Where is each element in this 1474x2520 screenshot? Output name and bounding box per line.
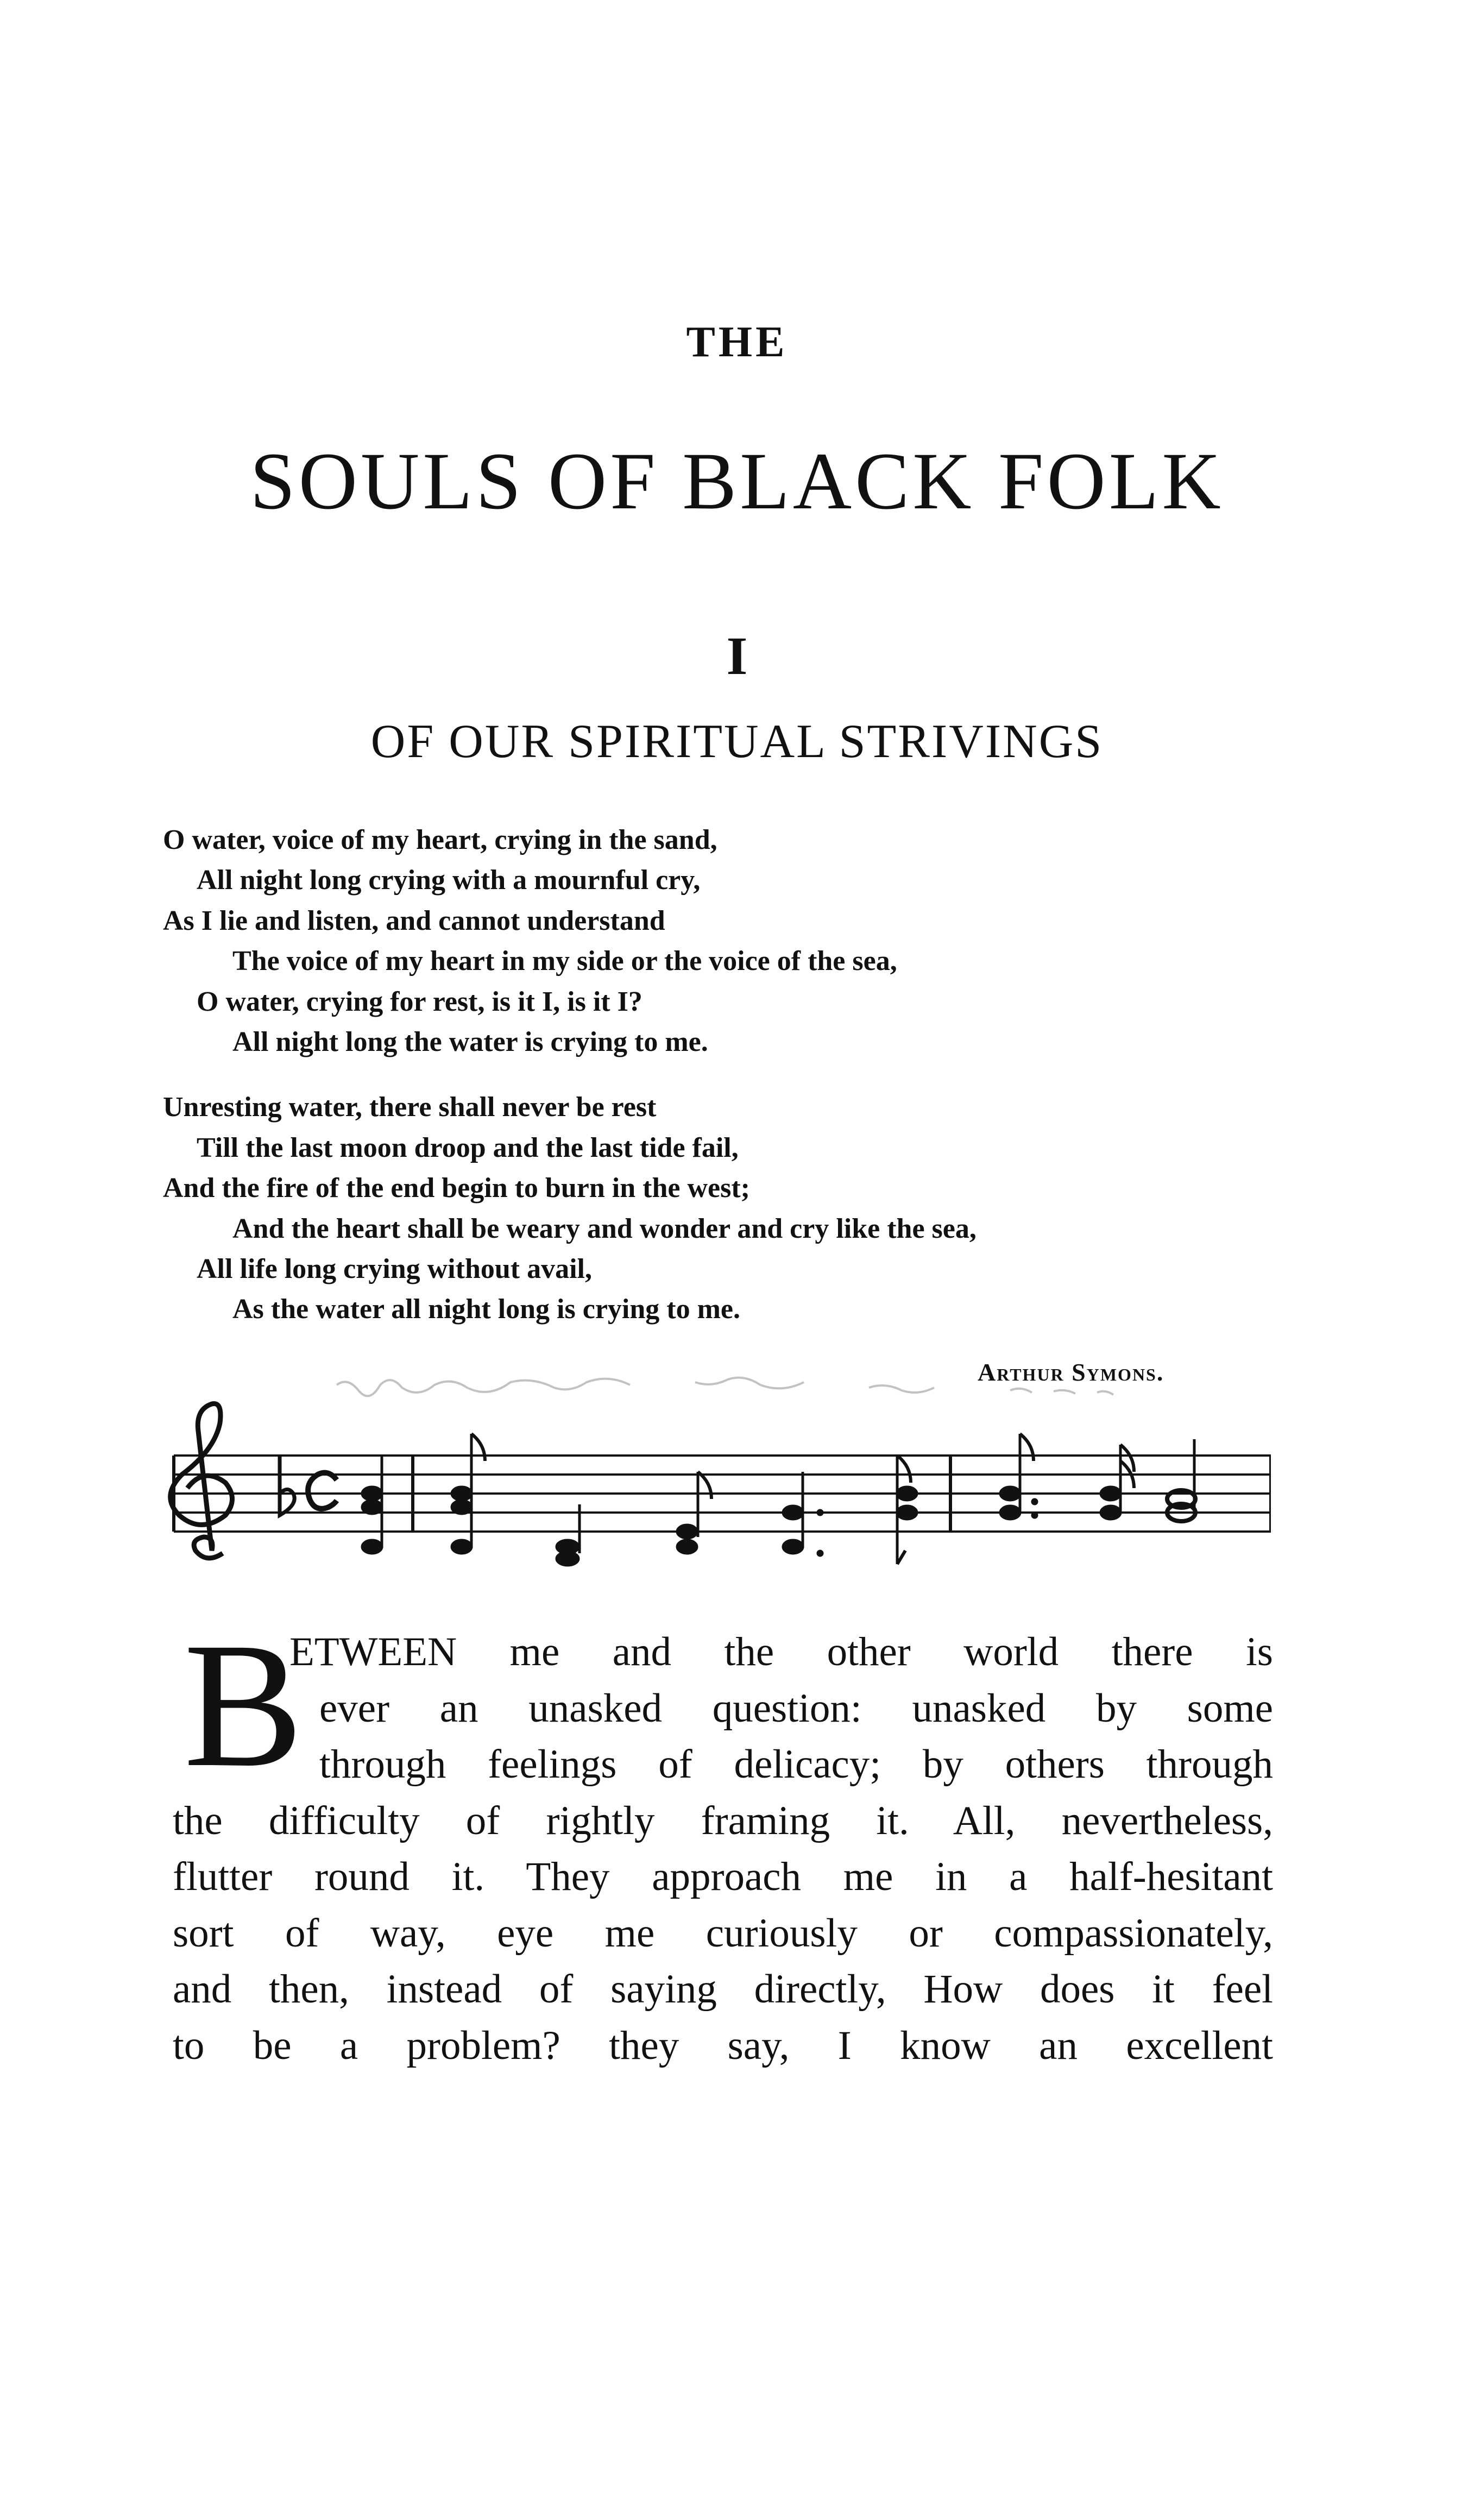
- chapter-number: I: [726, 626, 748, 686]
- poem-line: And the heart shall be weary and wonder and cry like the sea,: [232, 1213, 977, 1244]
- poem-stanza-2: [163, 1087, 977, 1330]
- poem-line: As the water all night long is crying to me.: [232, 1294, 740, 1325]
- poem-line: All night long crying with a mournful cry,: [197, 865, 701, 896]
- paragraph-line: ETWEEN me and the other world there is: [289, 1629, 1273, 1674]
- pencil-annotation: [337, 1378, 1113, 1396]
- poem-line: O water, crying for rest, is it I, is it I?: [197, 986, 642, 1017]
- paragraph-line: flutter round it. They approach me in a half-hesitant: [173, 1854, 1273, 1899]
- poem-line: And the fire of the end begin to burn in the west;: [163, 1173, 750, 1204]
- book-title: SOULS OF BLACK FOLK: [250, 436, 1224, 526]
- drop-cap: B: [184, 1606, 304, 1804]
- poem-line: Till the last moon droop and the last tide fail,: [197, 1132, 739, 1163]
- paragraph-line: to be a problem? they say, I know an excellent: [173, 2023, 1273, 2068]
- chapter-title: OF OUR SPIRITUAL STRIVINGS: [370, 715, 1104, 768]
- running-title: THE: [686, 318, 788, 366]
- poem-line: Unresting water, there shall never be rest: [163, 1092, 657, 1123]
- poem-attribution: Arthur Symons.: [978, 1358, 1164, 1386]
- poem-line: As I lie and listen, and cannot understand: [163, 905, 665, 936]
- paragraph-line: the difficulty of rightly framing it. All, nevertheless,: [173, 1798, 1273, 1843]
- paragraph-line: sort of way, eye me curiously or compassionately,: [173, 1910, 1273, 1956]
- poem-line: All night long the water is crying to me.: [232, 1026, 708, 1058]
- poem-stanza-1: [163, 820, 977, 1062]
- poem-line: O water, voice of my heart, crying in the sand,: [163, 824, 717, 855]
- poem-line: All life long crying without avail,: [197, 1253, 592, 1285]
- music-staff-illustration: [163, 1374, 1271, 1580]
- epigraph-poem: [163, 820, 977, 1355]
- treble-clef-icon: [171, 1403, 232, 1558]
- common-time-icon: [308, 1473, 337, 1509]
- paragraph-line: ever an unasked question: unasked by some: [319, 1685, 1273, 1731]
- flat-sign-icon: [280, 1456, 294, 1515]
- poem-line: The voice of my heart in my side or the voice of the sea,: [232, 946, 897, 977]
- paragraph-line: through feelings of delicacy; by others through: [319, 1742, 1273, 1787]
- paragraph-line: and then, instead of saying directly, How does it feel: [173, 1967, 1273, 2012]
